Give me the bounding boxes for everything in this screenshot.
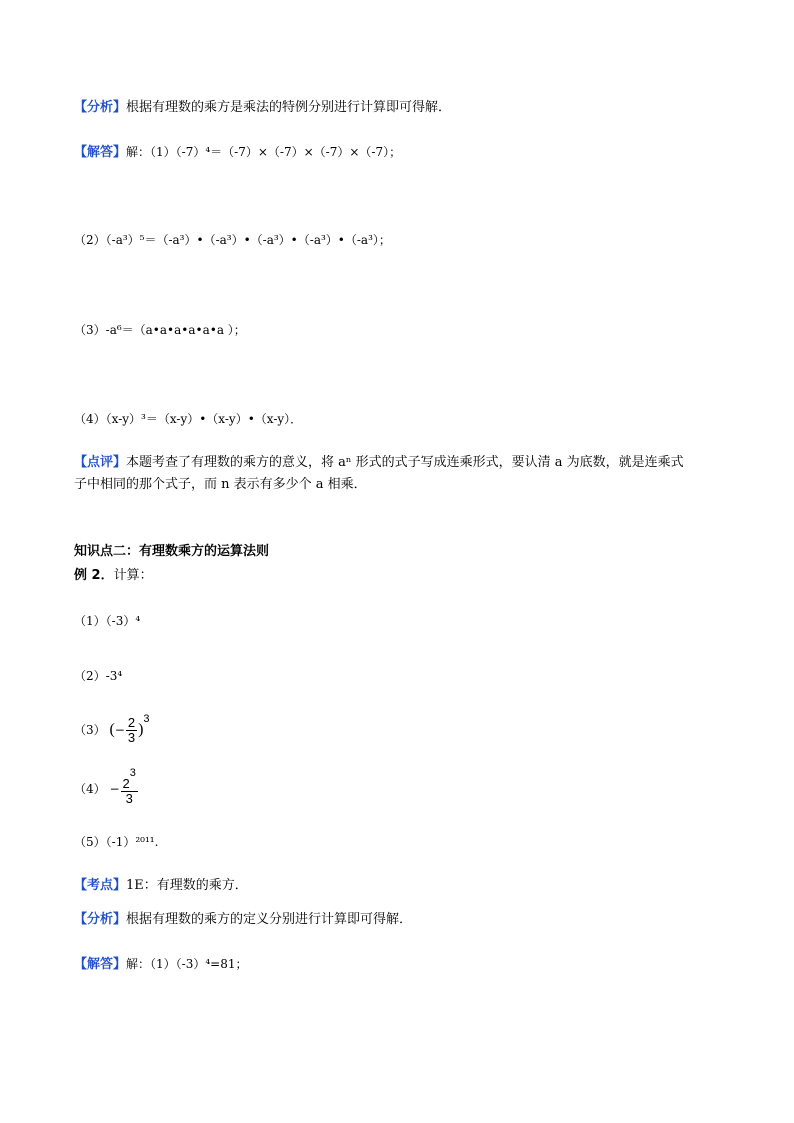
- example-2-heading: [74, 566, 153, 586]
- point-tag: 【考点】: [74, 878, 127, 893]
- answer-step-2: （2）（-a³）⁵＝（-a³）•（-a³）•（-a³）•（-a³）•（-a³）；: [74, 233, 391, 247]
- item-number: （4）: [74, 782, 106, 796]
- fraction-denominator: 3: [127, 730, 136, 745]
- example-item-5: [74, 832, 158, 852]
- analysis-line-1: [74, 98, 451, 118]
- comment-line-1: [74, 453, 684, 473]
- answer-text: 解：（1）（-3）⁴=81；: [126, 957, 248, 971]
- analysis-text: 根据有理数的乘方是乘法的特例分别进行计算即可得解．: [126, 100, 452, 115]
- answer-tag: 【解答】: [74, 957, 127, 972]
- fraction: [126, 716, 137, 745]
- example-item-2: [74, 666, 122, 686]
- exponent: 3: [143, 713, 150, 725]
- analysis-tag: 【分析】: [74, 100, 127, 115]
- answer-step-1: 解：（1）（-7）⁴＝（-7）×（-7）×（-7）×（-7）；: [126, 145, 402, 159]
- fraction-numerator: 2: [127, 715, 136, 730]
- fraction-denominator: 3: [121, 791, 138, 806]
- analysis-text: 根据有理数的乘方的定义分别进行计算即可得解．: [126, 912, 413, 927]
- example-label: 例 2．: [74, 568, 114, 583]
- item-expression: （-3）⁴: [105, 614, 141, 628]
- item-number: （1）: [74, 614, 106, 628]
- example-item-3: （3） (− $\frac{2}{3}$ )3: [74, 713, 150, 745]
- point-line: [74, 876, 248, 896]
- answer-step-3: （3）-a⁶＝（a•a•a•a•a•a ）；: [74, 323, 246, 337]
- example-item-1: [74, 611, 140, 631]
- comment-text-2: 子中相同的那个式子，而 n 表示有多少个 a 相乘．: [74, 477, 367, 492]
- comment-text-1: 本题考查了有理数的乘方的意义，将 aⁿ 形式的式子写成连乘形式，要认清 a 为底数，就是连乘式: [126, 455, 684, 470]
- item-number: （2）: [74, 669, 106, 683]
- exponent: 3: [129, 767, 136, 779]
- fraction: [121, 767, 138, 806]
- item-expression: （-1）²⁰¹¹.: [105, 835, 159, 849]
- open-paren: (: [109, 721, 115, 738]
- section-title: 知识点二：有理数乘方的运算法则: [74, 544, 270, 559]
- answer-step-4: （4）（x-y）³＝（x-y）•（x-y）•（x-y）．: [74, 412, 303, 426]
- analysis-line-2: [74, 910, 412, 930]
- item-number: （5）: [74, 835, 106, 849]
- comment-tag: 【点评】: [74, 455, 127, 470]
- item-expression: -3⁴: [105, 669, 123, 683]
- close-paren: ): [138, 721, 144, 738]
- answer-line-2: [74, 954, 247, 975]
- point-text: 1E：有理数的乘方．: [126, 878, 248, 893]
- analysis-tag: 【分析】: [74, 912, 127, 927]
- answer-tag: 【解答】: [74, 145, 127, 160]
- item-number: （3）: [74, 723, 106, 737]
- example-item-4: （4） − $\frac{2^3}{3}$: [74, 767, 136, 806]
- fraction-numerator: $2^3$: [122, 767, 136, 791]
- answer-line-1: [74, 142, 401, 163]
- example-prompt: 计算：: [113, 568, 153, 583]
